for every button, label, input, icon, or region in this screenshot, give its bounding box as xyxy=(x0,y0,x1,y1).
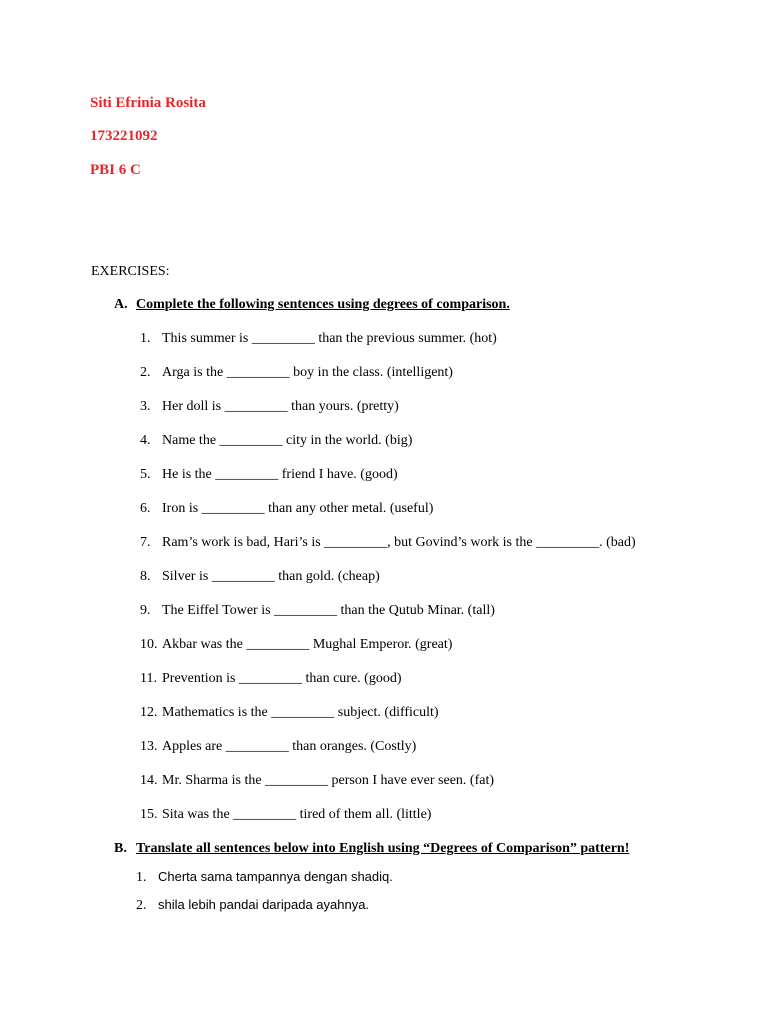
student-id: 173221092 xyxy=(90,128,158,144)
item-text: Apples are _________ than oranges. (Costly) xyxy=(162,739,417,754)
item-number: 1. xyxy=(140,331,151,346)
item-number: 4. xyxy=(140,433,151,448)
item-text: Mathematics is the _________ subject. (difficult) xyxy=(162,705,439,720)
student-name: Siti Efrinia Rosita xyxy=(90,95,206,111)
item-text: Prevention is _________ than cure. (good) xyxy=(162,671,402,686)
item-number: 2. xyxy=(136,898,147,913)
item-text: Iron is _________ than any other metal. (useful) xyxy=(162,501,434,516)
student-class: PBI 6 C xyxy=(90,162,141,178)
item-number: 14. xyxy=(140,773,158,788)
item-text: Arga is the _________ boy in the class. (intelligent) xyxy=(162,365,453,380)
section-b-heading xyxy=(114,841,629,857)
item-number: 2. xyxy=(140,365,151,380)
item-number: 3. xyxy=(140,399,151,414)
item-number: 6. xyxy=(140,501,151,516)
item-number: 15. xyxy=(140,807,158,822)
item-text: This summer is _________ than the previous summer. (hot) xyxy=(162,331,497,346)
exercise-item-15 xyxy=(140,807,431,823)
exercise-item-8 xyxy=(140,569,380,585)
item-text: Her doll is _________ than yours. (pretty) xyxy=(162,399,399,414)
exercise-item-3 xyxy=(140,399,399,415)
exercise-item-13 xyxy=(140,739,416,755)
item-text: Cherta sama tampannya dengan shadiq. xyxy=(158,869,393,884)
exercise-item-2 xyxy=(140,365,453,381)
exercise-item-10 xyxy=(140,637,452,653)
item-number: 8. xyxy=(140,569,151,584)
item-number: 10. xyxy=(140,637,158,652)
item-text: shila lebih pandai daripada ayahnya. xyxy=(158,897,370,912)
section-a-title: Complete the following sentences using degrees of comparison. xyxy=(136,297,510,312)
item-number: 11. xyxy=(140,671,157,686)
exercises-label: EXERCISES: xyxy=(91,264,170,279)
section-b-title: Translate all sentences below into English using “Degrees of Comparison” pattern! xyxy=(136,841,630,856)
exercise-item-14 xyxy=(140,773,494,789)
item-number: 12. xyxy=(140,705,158,720)
section-b-letter: B. xyxy=(114,841,127,856)
item-number: 9. xyxy=(140,603,151,618)
item-number: 7. xyxy=(140,535,151,550)
exercise-item-5 xyxy=(140,467,398,483)
item-text: Sita was the _________ tired of them all. (little) xyxy=(162,807,432,822)
translation-item-2 xyxy=(136,897,369,914)
section-a-heading xyxy=(114,297,510,313)
exercise-item-12 xyxy=(140,705,439,721)
item-text: Ram’s work is bad, Hari’s is _________, but Govind’s work is the _________. (bad) xyxy=(162,535,636,550)
item-text: The Eiffel Tower is _________ than the Qutub Minar. (tall) xyxy=(162,603,495,618)
item-text: Name the _________ city in the world. (big) xyxy=(162,433,413,448)
exercise-item-6 xyxy=(140,501,433,517)
item-number: 5. xyxy=(140,467,151,482)
item-text: He is the _________ friend I have. (good) xyxy=(162,467,398,482)
exercise-item-11 xyxy=(140,671,402,687)
exercise-item-7 xyxy=(140,535,636,551)
item-number: 1. xyxy=(136,870,147,885)
translation-item-1 xyxy=(136,869,393,886)
exercise-item-1 xyxy=(140,331,497,347)
item-text: Silver is _________ than gold. (cheap) xyxy=(162,569,380,584)
exercise-item-4 xyxy=(140,433,412,449)
exercise-item-9 xyxy=(140,603,495,619)
section-a-letter: A. xyxy=(114,297,128,312)
item-text: Akbar was the _________ Mughal Emperor. (great) xyxy=(162,637,453,652)
item-text: Mr. Sharma is the _________ person I have ever seen. (fat) xyxy=(162,773,495,788)
item-number: 13. xyxy=(140,739,158,754)
